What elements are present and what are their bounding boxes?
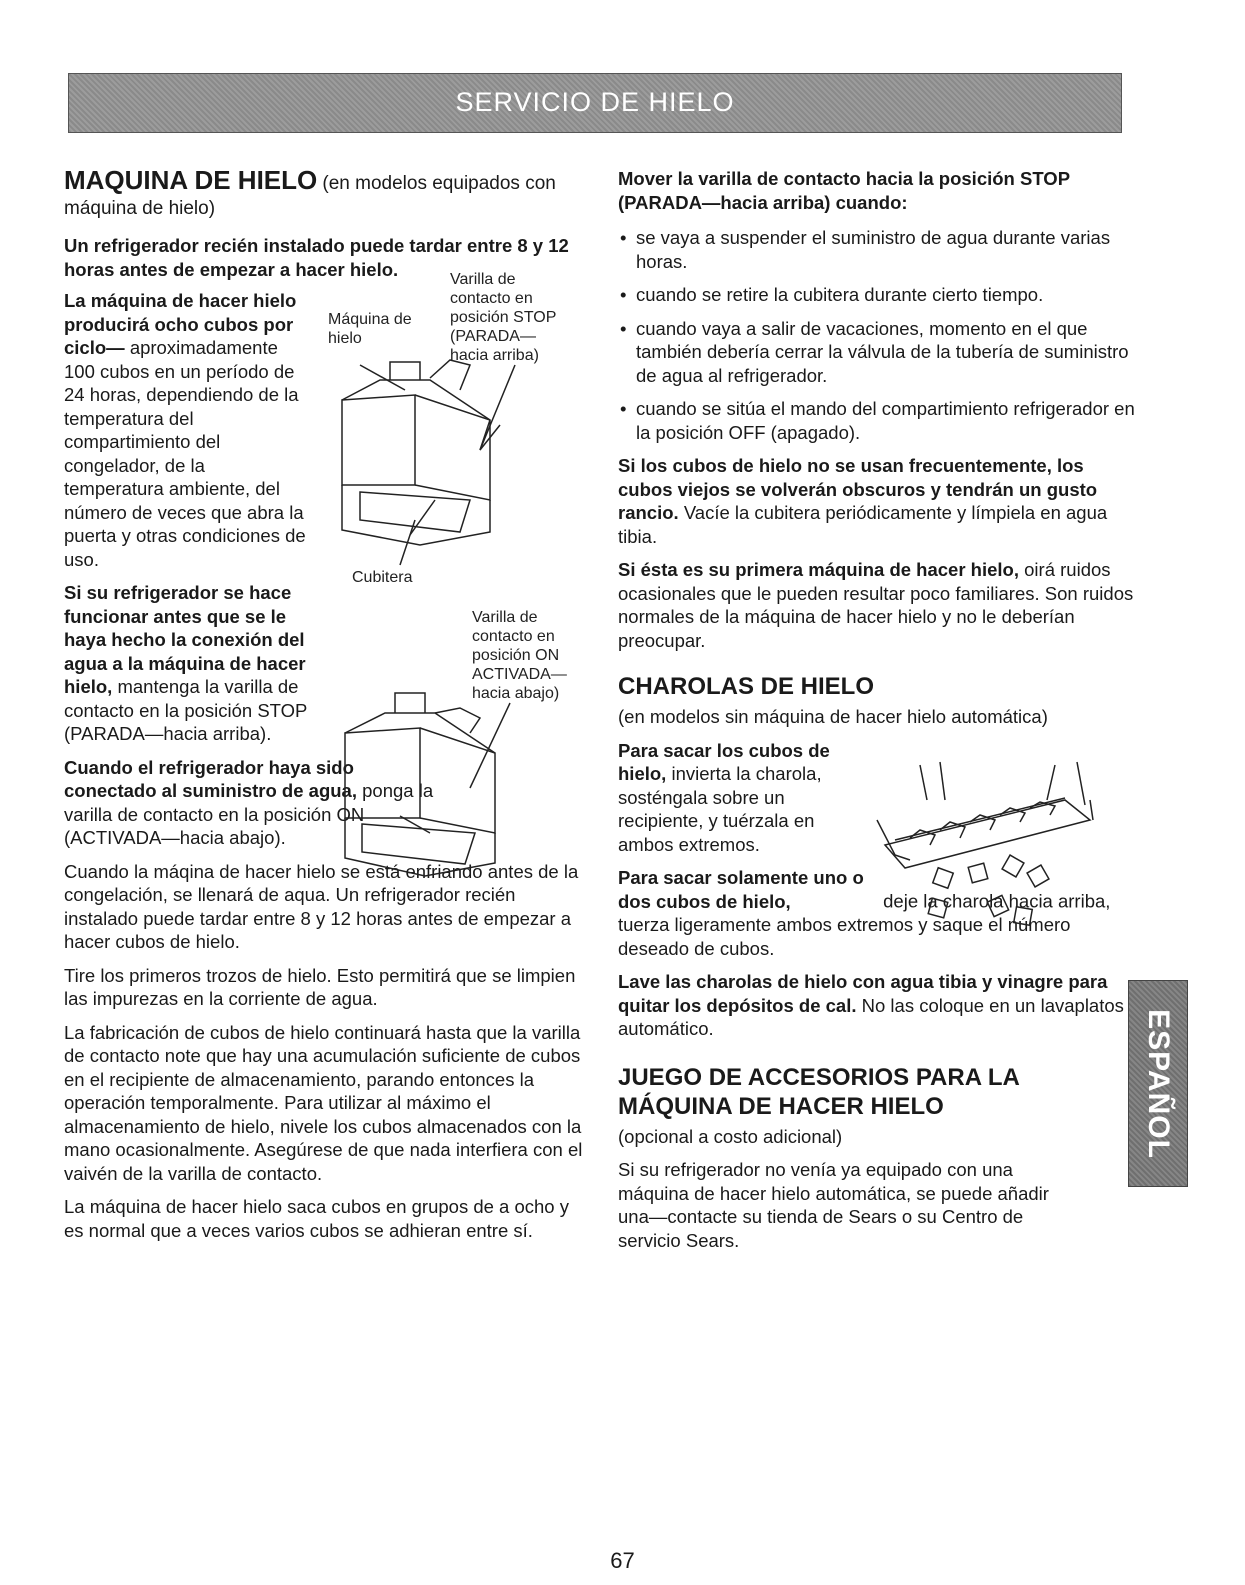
- maquina-title: MAQUINA DE HIELO: [64, 165, 318, 195]
- sacar-paragraph: [618, 739, 858, 857]
- icemaker-on-drawing: [330, 608, 590, 898]
- right-column: [618, 167, 1138, 1262]
- primera-paragraph: [618, 558, 1138, 652]
- maquina-subtitle: (en modelos equipados con máquina de hielo): [64, 173, 556, 219]
- mover-heading-text: Mover la varilla de contacto hacia la posición STOP (PARADA—hacia arriba) cuando:: [618, 168, 1070, 213]
- label-cubitera: Cubitera: [352, 569, 413, 586]
- conexion-paragraph: [64, 581, 316, 746]
- primera-text: oirá ruidos ocasionales que le pueden resultar poco familiares. Son ruidos normales de la máquina de hacer hielo y no le deberían preocupar.: [618, 559, 1134, 651]
- language-tab-label: ESPAÑOL: [1142, 1008, 1175, 1159]
- mover-bullet-list: [618, 226, 1138, 444]
- trozos-paragraph: Tire los primeros trozos de hielo. Esto permitirá que se limpien las impurezas en la corriente de agua.: [64, 964, 576, 1009]
- list-item: • se vaya a suspender el suministro de agua durante varias horas.: [618, 226, 1138, 273]
- mover-heading: [618, 167, 1138, 214]
- lave-bold: Lave las charolas de hielo con agua tibia y vinagre para quitar los depósitos de cal.: [618, 971, 1108, 1016]
- cubos-paragraph: [64, 289, 309, 571]
- conexion-text: mantenga la varilla de contacto en la posición STOP (PARADA—hacia arriba).: [64, 676, 308, 744]
- grupos-paragraph: La máquina de hacer hielo saca cubos en grupos de a ocho y es normal que a veces varios cubos se adhieran entre sí.: [64, 1196, 569, 1241]
- maquina-heading: [64, 165, 584, 220]
- charolas-heading: CHAROLAS DE HIELO: [618, 673, 875, 700]
- label-maquina-de-hielo: Máquina de hielo: [328, 311, 412, 347]
- cubos-bold: La máquina de hacer hielo producirá ocho cubos por ciclo—: [64, 290, 297, 358]
- charolas-subtitle: (en modelos sin máquina de hacer hielo automática): [618, 706, 1048, 727]
- language-tab: [1128, 980, 1188, 1187]
- juego-heading: JUEGO DE ACCESORIOS PARA LA MÁQUINA DE HACER HIELO: [618, 1063, 1019, 1120]
- juego-paragraph: Si su refrigerador no venía ya equipado con una máquina de hacer hielo automática, se puede añadir una—contacte su tienda de Sears o su Centro de servicio Sears.: [618, 1159, 1049, 1251]
- rancio-text: Vacíe la cubitera periódicamente y límpiela en agua tibia.: [618, 502, 1108, 547]
- primera-bold: Si ésta es su primera máquina de hacer hielo,: [618, 559, 1019, 580]
- list-item: • cuando vaya a salir de vacaciones, momento en el que también debería cerrar la válvula de la tubería de suministro de agua al refrigerador.: [618, 317, 1138, 388]
- conectado-text: ponga la varilla de contacto en la posición ON (ACTIVADA—hacia abajo).: [64, 780, 434, 848]
- list-item: • cuando se retire la cubitera durante cierto tiempo.: [618, 283, 1138, 307]
- solamente-bold: Para sacar solamente uno o dos cubos de hielo,: [618, 867, 864, 912]
- ice-tray-drawing: [865, 760, 1105, 940]
- icemaker-on-figure: [330, 608, 590, 898]
- fabricacion-paragraph: La fabricación de cubos de hielo continuará hasta que la varilla de contacto note que hay una acumulación suficiente de cubos en el recipiente de almacenamiento, parando entonces la operación temporalmente. Para utilizar al máximo el almacenamiento de hielo, nivele los cubos almacenados con la mano ocasionalmente. Asegúrese de que nada interfiera con el vaivén de la varilla de contacto.: [64, 1021, 583, 1184]
- sacar-bold: Para sacar los cubos de hielo,: [618, 739, 830, 784]
- intro-bold: Un refrigerador recién instalado puede tardar entre 8 y 12 horas antes de empezar a hacer hielo.: [64, 235, 569, 280]
- icemaker-stop-drawing: [320, 270, 580, 570]
- list-item: • cuando se sitúa el mando del compartimiento refrigerador en la posición OFF (apagado).: [618, 397, 1138, 444]
- banner-title: SERVICIO DE HIELO: [455, 87, 735, 117]
- lave-text: No las coloque en un lavaplatos automático.: [618, 994, 1124, 1039]
- cubos-text: aproximadamente 100 cubos en un período de 24 horas, dependiendo de la temperatura del compartimiento del congelador, de la temperatura ambiente, del número de veces que abra la puerta y otras condiciones de uso.: [64, 337, 306, 570]
- conectado-bold: Cuando el refrigerador haya sido conectado al suministro de agua,: [64, 756, 357, 801]
- conexion-bold: Si su refrigerador se hace funcionar antes que se le haya hecho la conexión del agua a la máquina de hacer hielo,: [64, 582, 306, 697]
- section-banner: [68, 73, 1122, 133]
- solamente-text: deje la charola hacia arriba, tuerza ligeramente ambos extremos y saque el número deseado de cubos.: [618, 890, 1111, 959]
- lave-paragraph: [618, 970, 1138, 1041]
- label-varilla-stop: Varilla de contacto en posición STOP (PARADA— hacia arriba): [450, 271, 557, 364]
- icemaker-stop-figure: [320, 270, 580, 590]
- ice-tray-figure: [865, 760, 1105, 940]
- label-varilla-on: Varilla de contacto en posición ON ACTIVADA— hacia abajo): [472, 609, 567, 702]
- juego-subtitle: (opcional a costo adicional): [618, 1125, 843, 1147]
- rancio-bold: Si los cubos de hielo no se usan frecuentemente, los cubos viejos se volverán obscuros y tendrán un gusto rancio.: [618, 455, 1098, 523]
- enfriando-paragraph: Cuando la máqina de hacer hielo se está enfriando antes de la congelación, se llenará de aqua. Un refrigerador recién instalado puede tardar entre 8 y 12 horas antes de empezar a hacer cubos de hielo.: [64, 860, 579, 952]
- page-number: 67: [610, 1548, 635, 1573]
- sacar-text: invierta la charola, sosténgala sobre un recipiente, y tuérzala en ambos extremos.: [618, 763, 822, 855]
- rancio-paragraph: [618, 454, 1138, 548]
